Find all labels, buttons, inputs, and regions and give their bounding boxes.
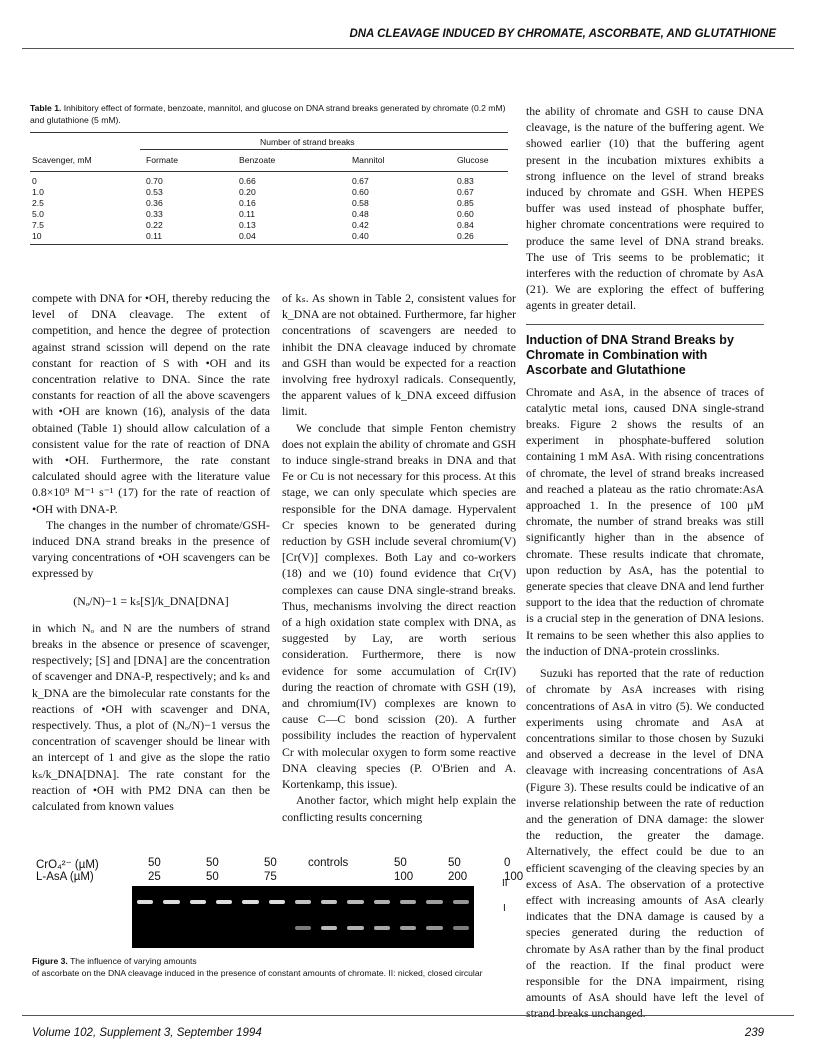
header-rule bbox=[22, 48, 794, 49]
gel-band-nicked bbox=[347, 900, 363, 904]
cro4-lane-value: 50 bbox=[394, 857, 407, 869]
equation: (Nₒ/N)−1 = kₛ[S]/k_DNA[DNA] bbox=[73, 593, 229, 608]
gel-band-supercoiled bbox=[295, 926, 311, 930]
page-number: 239 bbox=[744, 1027, 764, 1039]
asa-lane-value: 200 bbox=[448, 871, 468, 883]
running-title: DNA CLEAVAGE INDUCED BY CHROMATE, ASCORBATE, AND GLUTATHIONE bbox=[349, 28, 776, 40]
asa-lane-value: 25 bbox=[148, 871, 161, 883]
cro4-lane-value: 50 bbox=[448, 857, 461, 869]
paragraph: Chromate and AsA, in the absence of traces of catalytic metal ions, caused DNA single-strand breaks. Figure 2 shows the results of an experiment in phosphate-buffered solution containing 1 mM AsA. With rising concentrations of chromate, the level of strand breaks increased and reached a plateau as the ratio chromate:AsA approached 1. In the presence of 100 µM chromate, the number of strand breaks was still significantly higher than in the absence of chromate. These results indicate that chromate, upon reduction by AsA, has the potential to generate species that cleave DNA and lend further support to the idea that the reduction of chromate is a crucial step in the generation of DNA lesions. It remains to be seen whether this also applies to the induction of DNA-protein crosslinks. bbox=[526, 384, 764, 658]
table-row bbox=[30, 198, 508, 209]
table-1 bbox=[30, 102, 508, 245]
table-cell: 0.22 bbox=[146, 220, 163, 230]
table-row bbox=[30, 231, 508, 242]
gel-band-nicked bbox=[216, 900, 232, 904]
table-cell: 0.58 bbox=[352, 198, 369, 208]
cro4-lane-value: 50 bbox=[148, 857, 161, 869]
table-cell: 5.0 bbox=[32, 209, 44, 219]
table-row bbox=[30, 187, 508, 198]
band-label-ii: II bbox=[502, 878, 508, 889]
asa-lane-value: 100 bbox=[394, 871, 414, 883]
asa-row-label: L-AsA (µM) bbox=[36, 871, 94, 883]
table-cell: 0.42 bbox=[352, 220, 369, 230]
cro4-lane-value: 0 bbox=[504, 857, 511, 869]
table-cell: 0.53 bbox=[146, 187, 163, 197]
section-rule bbox=[526, 324, 764, 325]
table-cell: 0.66 bbox=[239, 176, 256, 186]
paragraph: compete with DNA for •OH, thereby reducing the level of DNA cleavage. The extent of competition, and hence the degree of protection against strand scission will depend on the rate constant for reaction of S with •OH and its concentration relative to DNA. Since the rate constants for reaction of all the above scavengers with •OH are known (16), analysis of the data obtained (Table 1) should allow calculation of a consistent value for the rate of reaction of DNA with •OH. Furthermore, the rate constant calculated should agree with the literature value 0.8×10⁹ M⁻¹ s⁻¹ (17) for the rate of reaction of •OH with DNA-P. bbox=[32, 291, 270, 516]
gel-band-supercoiled bbox=[374, 926, 390, 930]
cro4-lane-value: 50 bbox=[206, 857, 219, 869]
gel-band-supercoiled bbox=[426, 926, 442, 930]
table-cell: 1.0 bbox=[32, 187, 44, 197]
paragraph: We conclude that simple Fenton chemistry does not explain the ability of chromate and GSH to induce single-strand breaks in DNA and that Fe or Cu is not necessary for this process. At this stage, we can only speculate which species are responsible for the DNA damage. Hypervalent Cr species known to be generated during reduction by GSH include several chromium(V) [Cr(V)] complexes. Both Lay and co-workers (18) and we (10) found evidence that Cr(V) complexes can cause DNA single-strand breaks. Thus, mechanisms involving the direct reaction of a high oxidation state complex with DNA, as suggested by Lay, are worth serious consideration. Furthermore, there is now evidence for some accumulation of Cr(IV) during the reaction of chromate with GSH (19), and chromium(IV) complexes are known to cause C—C bond scission (20). A further possibility includes the reaction of hypervalent Cr with molecular oxygen to form some reactive DNA cleaving species (P. O'Brien and A. Kortenkamp, this issue). bbox=[282, 420, 516, 792]
paragraph: Another factor, which might help explain the conflicting results concerning bbox=[282, 793, 516, 824]
text-column-1 bbox=[32, 290, 270, 814]
paragraph: of kₛ. As shown in Table 2, consistent values for k_DNA are not obtained. Furthermore, far higher concentrations of scavengers are needed to inhibit the DNA cleavage induced by chromate and GSH than would be expected for a reaction involving free hydroxyl radicals. Consequently, the apparent values of k_DNA exceed diffusion limit. bbox=[282, 291, 516, 419]
text-column-2 bbox=[282, 290, 516, 825]
paragraph: Suzuki has reported that the rate of reduction of chromate by AsA increases with rising concentrations of AsA in vitro (5). We conducted experiments using chromate and AsA at concentrations similar to those chosen by Suzuki and observed a decrease in the level of DNA cleavage with increasing concentrations of AsA (Figure 3). These results could be indicative of an inverse relationship between the rate of reduction and the generation of DNA damage: the slower the reduction, the greater the damage. Alternatively, the effect could be due to an efficient scavenging of the cleaving species by an excess of AsA. The observation of a protective effect with increasing amounts of AsA clearly indicates that the DNA damage is caused by a species generated during the reduction of chromate by AsA rather than by the final product of the reaction. If the final product were responsible for the DNA impairment, rising amounts of AsA should have left the level of strand breaks unchanged. bbox=[526, 666, 764, 1021]
cro4-lane-value: controls bbox=[308, 857, 349, 869]
cro4-lane-value: 50 bbox=[264, 857, 277, 869]
table-cell: 0.26 bbox=[457, 231, 474, 241]
asa-lane-value: 50 bbox=[206, 871, 219, 883]
table-col-header: Glucose bbox=[457, 155, 489, 165]
table-cell: 0.11 bbox=[146, 231, 163, 241]
table-cell: 0 bbox=[32, 176, 37, 186]
gel-band-nicked bbox=[321, 900, 337, 904]
journal-volume: Volume 102, Supplement 3, September 1994 bbox=[32, 1027, 262, 1039]
figure-label: Figure 3. bbox=[32, 956, 68, 966]
table-cell: 0.04 bbox=[239, 231, 256, 241]
table-col-header: Benzoate bbox=[239, 155, 276, 165]
gel-band-nicked bbox=[453, 900, 469, 904]
gel-band-nicked bbox=[242, 900, 258, 904]
gel-band-supercoiled bbox=[347, 926, 363, 930]
table-col-header: Mannitol bbox=[352, 155, 385, 165]
table-group-rule bbox=[140, 149, 508, 150]
table-cell: 0.85 bbox=[457, 198, 474, 208]
gel-band-nicked bbox=[400, 900, 416, 904]
table-cell: 0.84 bbox=[457, 220, 474, 230]
table-cell: 0.36 bbox=[146, 198, 163, 208]
figure-caption-line2: of ascorbate on the DNA cleavage induced in the presence of constant amounts of chromate. II: nicked, closed circular bbox=[32, 968, 483, 978]
gel-band-nicked bbox=[163, 900, 179, 904]
asa-lane-value: 75 bbox=[264, 871, 277, 883]
table-cell: 0.60 bbox=[352, 187, 369, 197]
table-group-header: Number of strand breaks bbox=[260, 137, 355, 147]
table-cell: 7.5 bbox=[32, 220, 44, 230]
table-cell: 0.40 bbox=[352, 231, 369, 241]
paragraph: The changes in the number of chromate/GSH-induced DNA strand breaks in the presence of varying concentrations of •OH scavengers can be expressed by bbox=[32, 517, 270, 581]
table-col-header: Scavenger, mM bbox=[32, 155, 92, 165]
paragraph: the ability of chromate and GSH to cause DNA cleavage, is the nature of the buffering agent. We showed earlier (10) that the buffering agent present in the incubation mixtures exhibits a strong influence on the level of strand breaks induced by chromate and GSH. When HEPES buffer was used instead of phosphate buffer, higher chromate concentrations were required to produce the same level of DNA strand breaks. The use of Tris seems to be problematic; it interferes with the reduction of chromate by AsA (21). We are exploring the effect of buffering agents in greater detail. bbox=[526, 104, 764, 313]
table-cell: 0.48 bbox=[352, 209, 369, 219]
gel-band-nicked bbox=[374, 900, 390, 904]
gel-band-nicked bbox=[269, 900, 285, 904]
table-cell: 0.13 bbox=[239, 220, 256, 230]
table-row bbox=[30, 209, 508, 220]
table-col-header: Formate bbox=[146, 155, 178, 165]
table-cell: 0.60 bbox=[457, 209, 474, 219]
gel-image bbox=[132, 886, 474, 948]
table-cell: 2.5 bbox=[32, 198, 44, 208]
table-cell: 0.16 bbox=[239, 198, 256, 208]
table-cell: 0.20 bbox=[239, 187, 256, 197]
table-rule-bottom bbox=[30, 244, 508, 245]
table-cell: 0.70 bbox=[146, 176, 163, 186]
gel-band-nicked bbox=[426, 900, 442, 904]
table-header bbox=[30, 133, 508, 171]
gel-band-supercoiled bbox=[321, 926, 337, 930]
footer-rule bbox=[22, 1015, 794, 1016]
band-label-i: I bbox=[503, 903, 506, 914]
table-row bbox=[30, 220, 508, 231]
cro4-row-label: CrO₄²⁻ (µM) bbox=[36, 859, 99, 871]
gel-band-nicked bbox=[137, 900, 153, 904]
table-caption bbox=[30, 102, 508, 126]
gel-band-nicked bbox=[190, 900, 206, 904]
table-cell: 0.83 bbox=[457, 176, 474, 186]
table-cell: 0.67 bbox=[457, 187, 474, 197]
paragraph: in which Nₒ and N are the numbers of strand breaks in the absence or presence of scavenger, respectively; [S] and [DNA] are the concentration of scavenger and DNA-P, respectively; and kₛ and k_DNA are the bimolecular rate constants for the reactions of •OH with scavenger and DNA, respectively. Thus, a plot of (Nₒ/N)−1 versus the concentration of scavenger should be linear with an intercept of 1 and give as the slope the ratio kₛ/k_DNA[DNA]. The rate constant for the reaction of •OH with PM2 DNA can then be calculated from known values bbox=[32, 620, 270, 814]
figure-caption-line1: The influence of varying amounts bbox=[70, 956, 197, 966]
table-cell: 0.33 bbox=[146, 209, 163, 219]
text-column-3 bbox=[526, 103, 764, 1022]
table-body bbox=[30, 176, 508, 242]
table-caption-text: Inhibitory effect of formate, benzoate, mannitol, and glucose on DNA strand breaks generated by chromate (0.2 mM) and glutathione (5 mM). bbox=[30, 103, 506, 125]
table-cell: 0.11 bbox=[239, 209, 256, 219]
table-cell: 0.67 bbox=[352, 176, 369, 186]
gel-band-nicked bbox=[295, 900, 311, 904]
table-row bbox=[30, 176, 508, 187]
figure-caption bbox=[32, 955, 512, 979]
table-cell: 10 bbox=[32, 231, 42, 241]
gel-band-supercoiled bbox=[400, 926, 416, 930]
section-heading: Induction of DNA Strand Breaks by Chromate in Combination with Ascorbate and Glutathione bbox=[526, 332, 734, 377]
asa-lane-value: 100 bbox=[504, 871, 524, 883]
gel-band-supercoiled bbox=[453, 926, 469, 930]
table-label: Table 1. bbox=[30, 103, 62, 113]
